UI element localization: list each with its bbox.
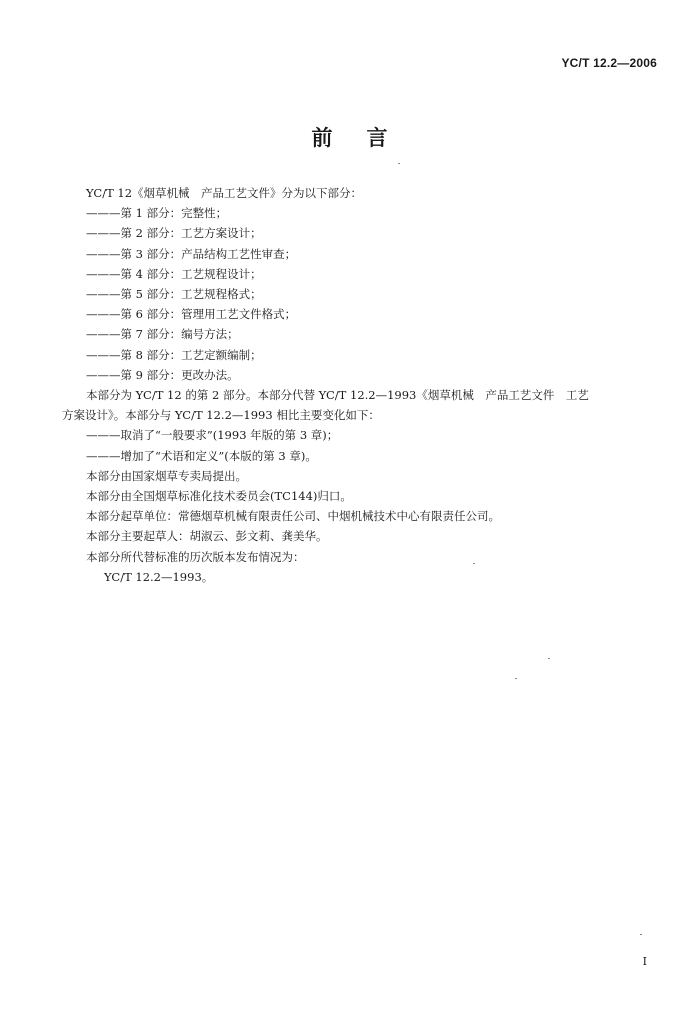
- drafters-line: 本部分主要起草人：胡淑云、彭文莉、龚美华。: [86, 529, 328, 544]
- list-item-part-2: ———第 2 部分：工艺方案设计；: [86, 226, 262, 241]
- list-item-part-8: ———第 8 部分：工艺定额编制；: [86, 347, 262, 362]
- list-item-part-9: ———第 9 部分：更改办法。: [86, 367, 239, 382]
- standard-code-header: YC/T 12.2—2006: [561, 56, 657, 70]
- intro-line: YC/T 12《烟草机械 产品工艺文件》分为以下部分：: [86, 186, 363, 200]
- replacement-statement-line-1: 本部分为 YC/T 12 的第 2 部分。本部分代替 YC/T 12.2—1993《烟草机械 产品工艺文件 工艺: [86, 388, 589, 403]
- scan-speck: [515, 678, 517, 679]
- scan-speck: [640, 934, 642, 935]
- change-item-2: ———增加了“术语和定义”(本版的第 3 章)。: [86, 448, 317, 463]
- change-item-1: ———取消了“一般要求”(1993 年版的第 3 章)；: [86, 428, 339, 443]
- committee-line: 本部分由全国烟草标准化技术委员会(TC144)归口。: [86, 489, 352, 504]
- page-title: 前言: [311, 126, 422, 150]
- list-item-part-4: ———第 4 部分：工艺规程设计；: [86, 266, 262, 281]
- drafting-units-line: 本部分起草单位：常德烟草机械有限责任公司、中烟机械技术中心有限责任公司。: [86, 509, 500, 524]
- history-item: YC/T 12.2—1993。: [104, 569, 214, 584]
- proposer-line: 本部分由国家烟草专卖局提出。: [86, 468, 247, 483]
- list-item-part-1: ———第 1 部分：完整性；: [86, 206, 228, 221]
- list-item-part-3: ———第 3 部分：产品结构工艺性审查；: [86, 246, 297, 261]
- list-item-part-6: ———第 6 部分：管理用工艺文件格式；: [86, 307, 297, 322]
- history-line: 本部分所代替标准的历次版本发布情况为：: [86, 549, 305, 564]
- scan-speck: [473, 563, 475, 564]
- foreword-body: [62, 183, 662, 587]
- scan-speck: [548, 658, 550, 659]
- replacement-statement-line-2: 方案设计》。本部分与 YC/T 12.2—1993 相比主要变化如下：: [62, 408, 380, 423]
- page-number: I: [642, 955, 647, 968]
- scan-speck: [398, 163, 400, 164]
- list-item-part-5: ———第 5 部分：工艺规程格式；: [86, 287, 262, 302]
- list-item-part-7: ———第 7 部分：编号方法；: [86, 327, 239, 342]
